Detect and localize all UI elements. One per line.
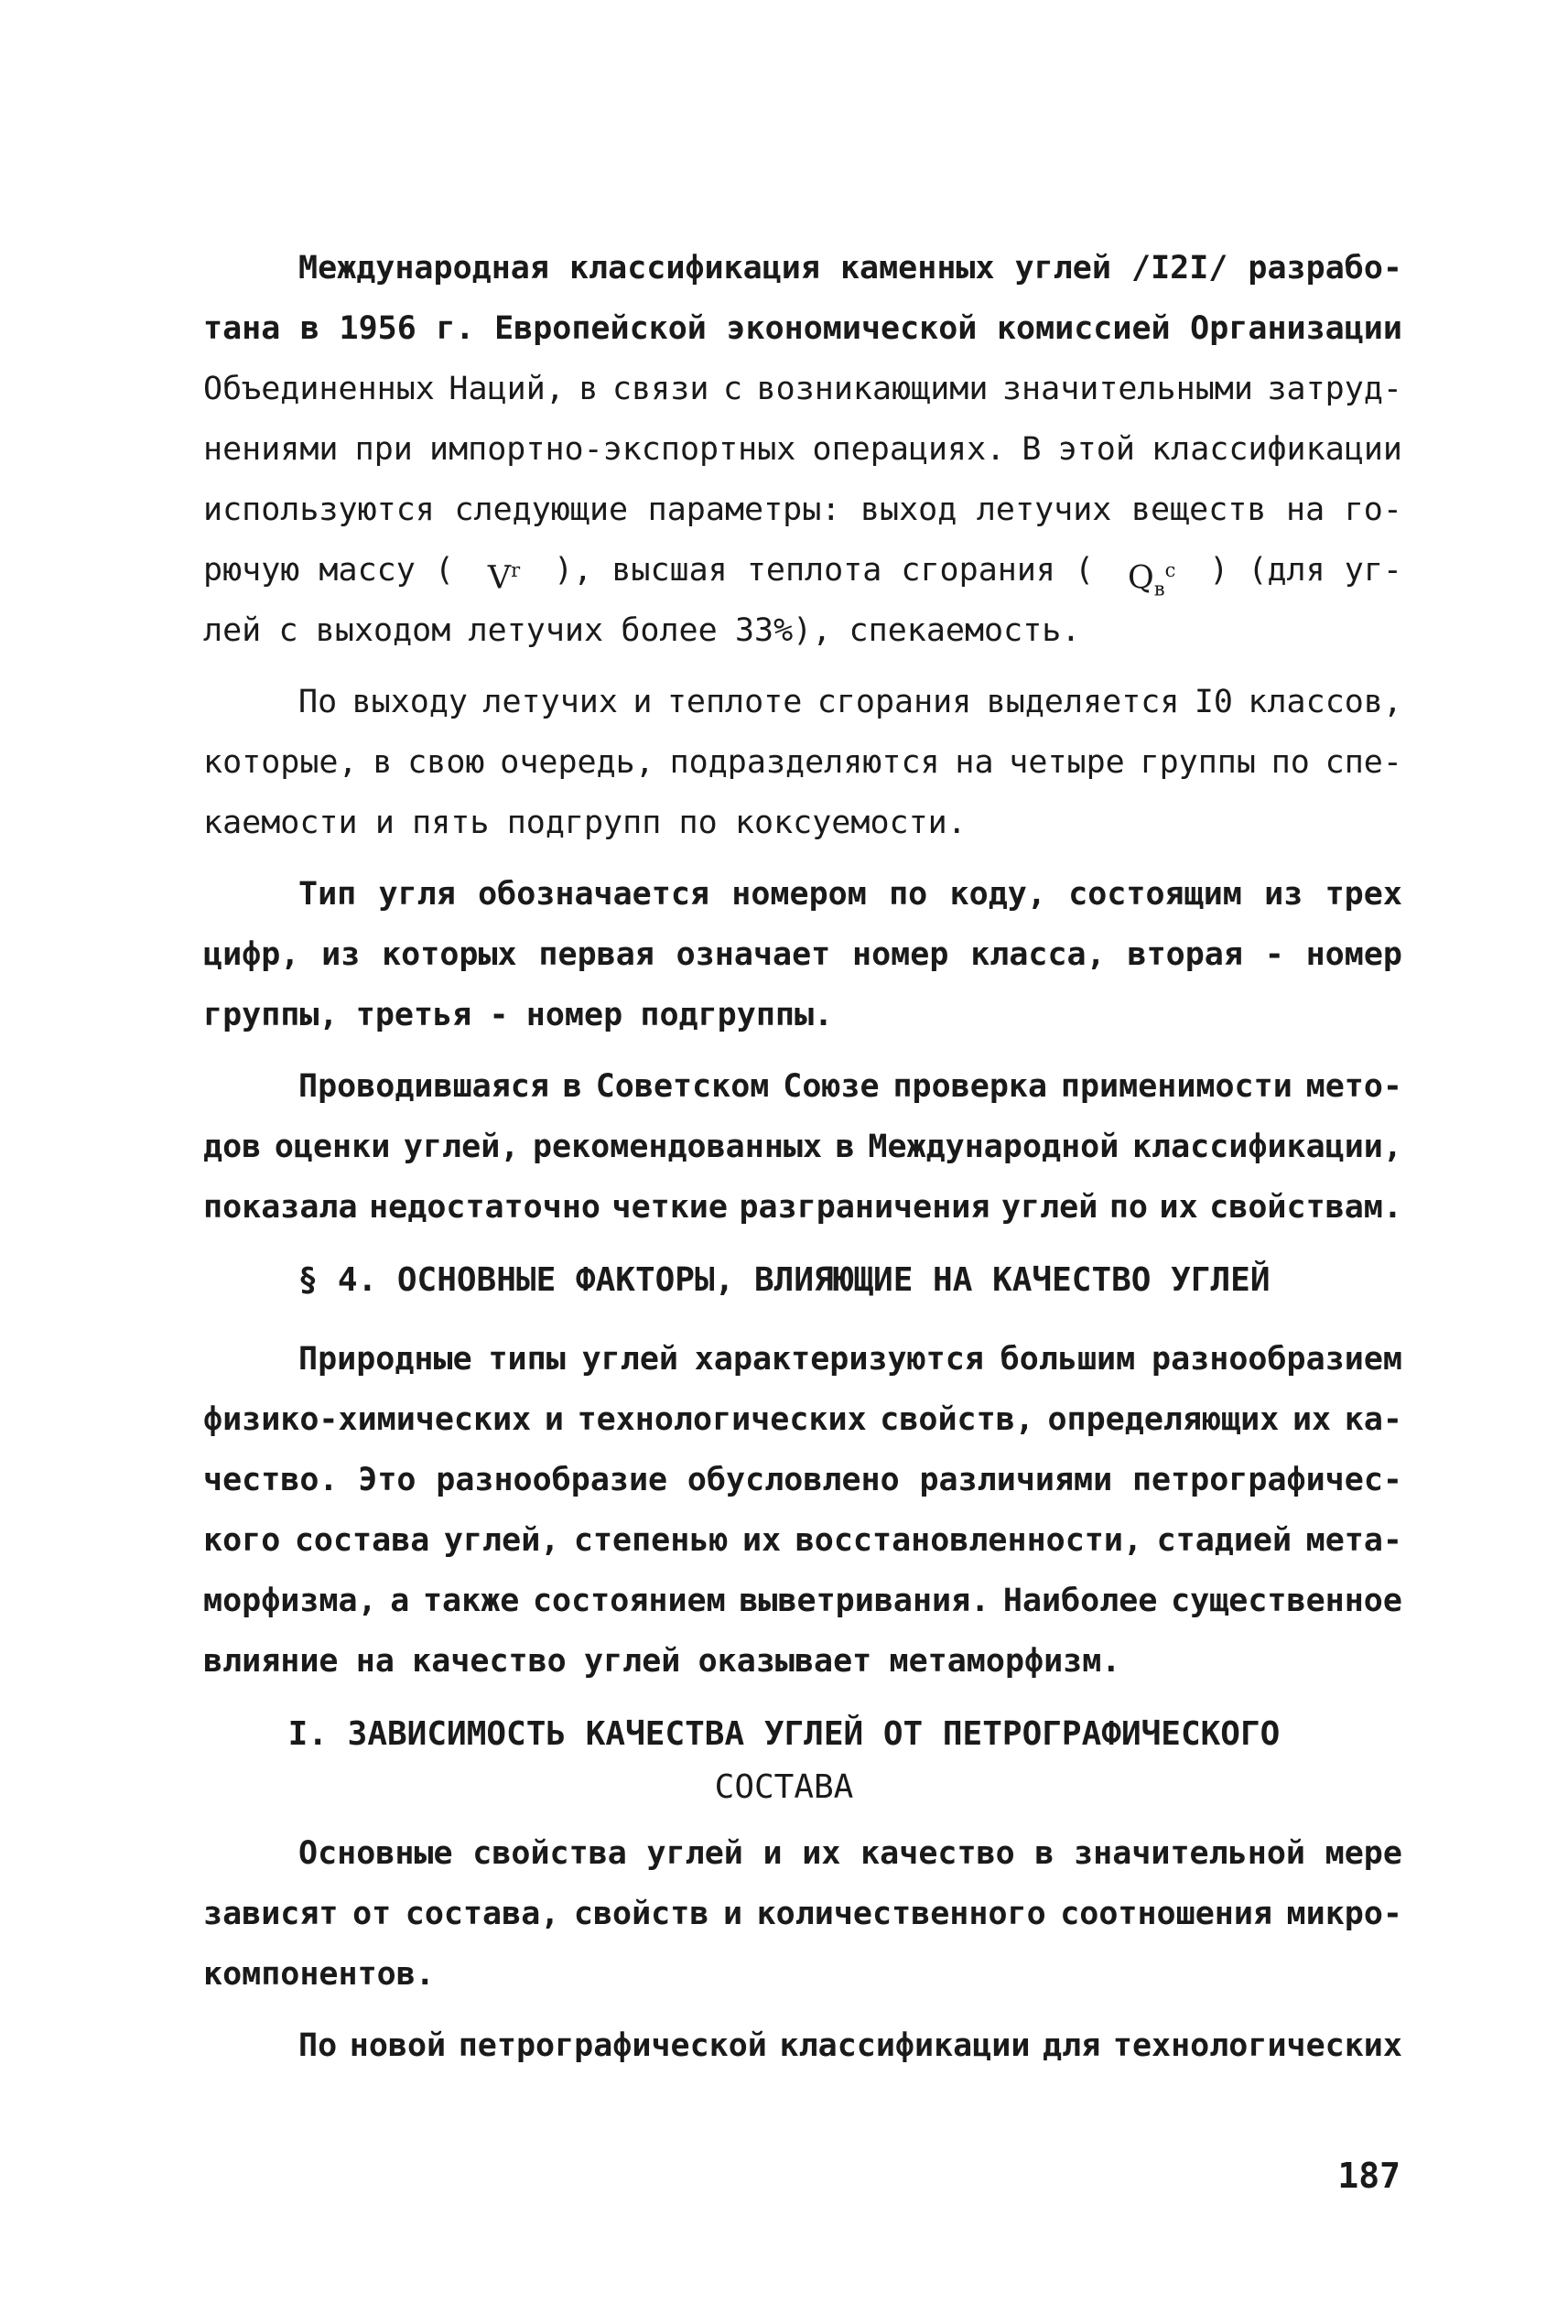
word: и [633,684,653,720]
word: восстановленности, [795,1522,1143,1559]
volatile-matter-symbol: $V^r$ [487,559,521,597]
word: характеризуются [694,1341,984,1378]
text-line [203,985,1402,1045]
word: для [1043,2027,1101,2064]
word: цифр, [203,936,300,973]
word: группы [1140,744,1256,781]
word: обозначается [478,876,709,913]
word: качество [412,1643,567,1680]
word: выходом [315,612,451,649]
word: этой [1057,431,1135,468]
word: В [1022,431,1042,468]
word: четыре [1009,744,1125,781]
word: 33%), [734,612,832,649]
heat-of-combustion-symbol: $Q_в^c$ [1128,559,1176,600]
word: в [1034,1835,1054,1872]
word: означает [676,936,831,973]
word: определяющих [1047,1401,1280,1438]
word: технологических [1112,2027,1402,2064]
text-line [203,732,1402,793]
word: свойств, [880,1401,1034,1438]
word: на [1286,492,1325,528]
word: более [621,612,718,649]
word: с [722,371,743,407]
word: в [562,1068,582,1105]
word: выделяется [986,684,1180,720]
text-line [203,1117,1402,1177]
word: дов [203,1129,262,1165]
word: рекомендованных [532,1129,823,1165]
text-line [298,1329,1402,1389]
word: с [278,612,298,649]
text-line [298,238,1402,298]
word: веществ [1130,492,1267,528]
word: группы, [203,997,339,1033]
text-line [203,600,1402,661]
formula-text-before: рючую массу ( [203,552,454,589]
word: состава [294,1522,430,1559]
word: по [678,805,718,841]
word: Природные [298,1341,472,1378]
word: в [579,371,599,407]
word: затруд- [1267,371,1402,407]
word: летучих [976,492,1112,528]
word: очередь, [500,744,654,781]
word: /I2I/ [1131,250,1228,286]
word: углей [1014,250,1111,286]
word: третья [355,997,472,1033]
word: петрографичес- [1131,1462,1402,1498]
word: мета- [1305,1522,1402,1559]
word: также [422,1583,520,1619]
word: углей, [403,1129,520,1165]
subsection-heading-continuation: СОСТАВА [714,1768,854,1806]
word: используются [203,492,435,528]
word: значительными [1001,371,1253,407]
word: зависят [203,1896,339,1932]
word: номер [852,936,949,973]
word: углей [584,1643,681,1680]
word: Наиболее [1002,1583,1158,1619]
word: их [1292,1401,1332,1438]
word: комиссией [996,310,1171,347]
word: выветривания. [739,1583,990,1619]
word: трех [1325,876,1402,913]
word: Советском [595,1068,770,1105]
word: импортно-экспортных [429,431,796,468]
word: номер [525,997,623,1033]
section-heading: § 4. ОСНОВНЫЕ ФАКТОРЫ, ВЛИЯЮЩИЕ НА КАЧЕСТВО УГЛЕЙ [297,1261,1271,1299]
word: проверка [892,1068,1048,1105]
word: выход [860,492,957,528]
word: чество. [203,1462,339,1498]
word: морфизма, [203,1583,377,1619]
word: угля [378,876,456,913]
word: Союзе [783,1068,880,1105]
word: существенное [1171,1583,1402,1619]
text-line [203,419,1402,480]
word: Европейской [494,310,707,347]
word: Объединенных [203,371,435,407]
word: Тип [298,876,357,913]
word: обусловлено [687,1462,900,1498]
word: и [374,805,395,841]
word: разнообразием [1152,1341,1402,1378]
word: летучих [482,684,618,720]
word: разнообразие [436,1462,668,1498]
word: Проводившаяся [298,1068,549,1105]
text-line [203,1177,1402,1238]
word: свою [407,744,485,781]
page-number: 187 [1337,2156,1400,2196]
text-line [298,672,1402,732]
word: в [373,744,393,781]
word: номером [731,876,867,913]
word: по [1271,744,1310,781]
word: спекаемость. [849,612,1081,649]
text-line [298,2016,1402,2076]
word: углей [1000,1189,1098,1226]
word: четкие [611,1189,728,1226]
word: летучих [468,612,604,649]
text-line [203,793,1402,853]
word: классификации, [1131,1129,1402,1165]
word: применимости [1060,1068,1292,1105]
word: состава, [405,1896,560,1932]
word: подгрупп [506,805,662,841]
word: возникающими [756,371,989,407]
word: углей [646,1835,743,1872]
text-line [203,924,1402,985]
word: каменных [839,250,995,286]
word: степенью [573,1522,729,1559]
text-line [298,1056,1402,1117]
word: состоящим [1068,876,1242,913]
word: выходу [351,684,468,720]
word: типы [488,1341,566,1378]
word: тана [203,310,281,347]
word: - [1264,936,1284,973]
word: свойствам. [1209,1189,1402,1226]
word: оказывает [697,1643,872,1680]
text-line [203,1884,1402,1944]
formula-text-middle: ), высшая теплота сгорания ( [554,552,1095,589]
word: связи [612,371,709,407]
word: которые, [203,744,358,781]
word: значительной [1074,1835,1305,1872]
word: метаморфизм. [889,1643,1121,1680]
word: влияние [203,1643,339,1680]
word: спе- [1325,744,1402,781]
word: коксуемости. [734,805,967,841]
word: Международная [298,250,549,286]
word: По [298,2027,338,2064]
word: технологических [577,1401,867,1438]
word: их [742,1522,782,1559]
word: количественного [756,1896,1046,1932]
word: Наций, [449,371,565,407]
word: По [298,684,338,720]
word: Организации [1190,310,1402,347]
text-line [203,359,1402,419]
word: и [762,1835,783,1872]
word: теплоте [666,684,803,720]
word: стадией [1156,1522,1292,1559]
word: кого [203,1522,281,1559]
text-line [298,1823,1402,1884]
word: микро- [1286,1896,1402,1932]
word: операциях. [812,431,1006,468]
word: следующие [454,492,629,528]
word: нениями [203,431,339,468]
word: их [802,1835,841,1872]
word: г. [436,310,475,347]
text-line [203,1450,1402,1510]
word: классификации [1152,431,1402,468]
word: недостаточно [369,1189,600,1226]
text-line [298,864,1402,924]
word: их [1159,1189,1198,1226]
formula-text-after: ) (для уг- [1209,552,1402,589]
word: из [1264,876,1303,913]
word: в [299,310,319,347]
word: подгруппы. [640,997,834,1033]
text-line [203,1389,1402,1450]
word: первая [538,936,654,973]
word: состоянием [532,1583,726,1619]
word: мере [1325,1835,1402,1872]
word: показала [203,1189,358,1226]
text-line-formula [203,540,1402,600]
word: оценки [274,1129,391,1165]
word: класса, [970,936,1106,973]
text-line [203,1631,1402,1692]
word: углей [581,1341,678,1378]
word: и [722,1896,743,1932]
word: свойств [573,1896,709,1932]
text-line [203,1510,1402,1571]
text-line [203,480,1402,540]
word: лей [203,612,262,649]
word: от [352,1896,392,1932]
text-line [203,1944,1402,2005]
word: в [835,1129,855,1165]
word: новой [349,2027,447,2064]
word: пять [412,805,490,841]
word: классификации [779,2027,1031,2064]
text-line [203,298,1402,359]
word: I0 [1194,684,1233,720]
word: большим [1000,1341,1136,1378]
word: которых [382,936,517,973]
word: вторая [1127,936,1243,973]
word: разрабо- [1248,250,1402,286]
word: разграничения [739,1189,990,1226]
word: Международной [868,1129,1119,1165]
word: а [390,1583,410,1619]
word: на [355,1643,395,1680]
word: номер [1305,936,1402,973]
word: физико-химических [203,1401,532,1438]
text-line [203,1571,1402,1631]
word: по [1108,1189,1148,1226]
word: - [489,997,509,1033]
word: подразделяются [669,744,940,781]
word: соотношения [1060,1896,1272,1932]
word: коду, [949,876,1046,913]
word: мето- [1305,1068,1402,1105]
word: углей, [443,1522,560,1559]
word: го- [1344,492,1402,528]
word: при [354,431,413,468]
word: классов, [1248,684,1402,720]
word: петрографической [458,2027,767,2064]
word: различиями [919,1462,1113,1498]
word: на [955,744,994,781]
word: экономической [726,310,978,347]
word: Это [358,1462,416,1498]
word: по [889,876,928,913]
word: Основные [298,1835,453,1872]
word: сгорания [816,684,972,720]
word: из [321,936,361,973]
word: каемости [203,805,358,841]
word: свойства [472,1835,627,1872]
word: ка- [1344,1401,1402,1438]
subsection-heading: I. ЗАВИСИМОСТЬ КАЧЕСТВА УГЛЕЙ ОТ ПЕТРОГРАФИЧЕСКОГО [287,1715,1281,1753]
word: параметры: [647,492,841,528]
word: компонентов. [203,1956,435,1993]
word: классификация [568,250,820,286]
word: качество [860,1835,1015,1872]
word: и [544,1401,564,1438]
word: 1956 [339,310,416,347]
